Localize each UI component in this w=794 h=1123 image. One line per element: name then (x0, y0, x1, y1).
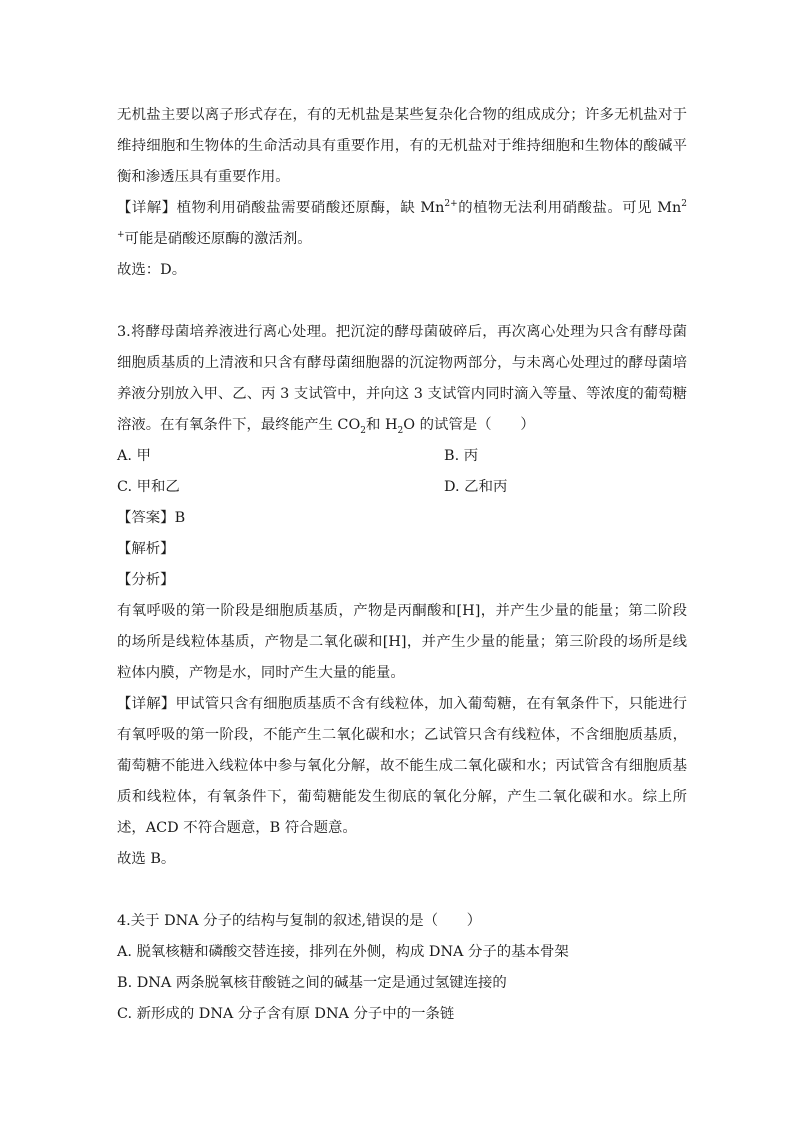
q3-detail-text: 甲试管只含有细胞质基质不含有线粒体，加入葡萄糖，在有氧条件下，只能进行有氧呼吸的第一阶段，不能产生二氧化碳和水；乙试管只含有线粒体，不含细胞质基质，葡萄糖不能进入线粒体中参与氧化分解，故不能生成二氧化碳和水；丙试管含有细胞质基质和线粒体，有氧条件下，葡萄糖能发生彻底的氧化分解，产生二氧化碳和水。综上所述，ACD 不符合题意，B 符合题意。 (117, 696, 687, 836)
q3-analysis-sub-label: 【分析】 (117, 572, 175, 588)
spacer (117, 286, 687, 317)
detail-label: 【详解】 (117, 200, 177, 216)
q3-analysis-label: 【解析】 (117, 541, 175, 557)
spacer (117, 875, 687, 906)
q3-stem-text-b: 和 H (365, 417, 398, 433)
q3-options-row-1 (117, 441, 687, 472)
q3-conclusion: 故选 B。 (117, 851, 176, 867)
q4-option-a: A. 脱氧核糖和磷酸交替连接，排列在外侧，构成 DNA 分子的基本骨架 (117, 944, 569, 960)
q3-options-row-2 (117, 472, 687, 503)
q3-option-a: A. 甲 (117, 448, 151, 464)
q3-stem (117, 317, 687, 441)
q4-stem: 4.关于 DNA 分子的结构与复制的叙述,错误的是（ ） (117, 913, 482, 929)
mn-charge-2: 2+ (117, 199, 687, 241)
prev-detail-paragraph (117, 193, 687, 255)
q3-answer: 【答案】B (117, 510, 186, 526)
document-page (117, 100, 687, 1030)
q3-detail-label: 【详解】 (117, 696, 176, 712)
inorganic-salt-intro: 无机盐主要以离子形式存在，有的无机盐是某些复杂化合物的组成成分；许多无机盐对于维持细胞和生物体的生命活动具有重要作用，有的无机盐对于维持细胞和生物体的酸碱平衡和渗透压具有重要作用。 (117, 107, 687, 185)
prev-conclusion: 故选：D。 (117, 262, 187, 278)
q3-option-c: C. 甲和乙 (117, 479, 180, 495)
q4-option-c: C. 新形成的 DNA 分子含有原 DNA 分子中的一条链 (117, 1006, 455, 1022)
q3-option-d: D. 乙和丙 (444, 479, 508, 495)
q3-analysis-text: 有氧呼吸的第一阶段是细胞质基质，产物是丙酮酸和[H]，并产生少量的能量；第二阶段的场所是线粒体基质，产物是二氧化碳和[H]，并产生少量的能量；第三阶段的场所是线粒体内膜，产物是水，同时产生大量的能量。 (117, 603, 687, 681)
detail-text-c: 可能是硝酸还原酶的激活剂。 (124, 231, 312, 247)
detail-text-a: 植物利用硝酸盐需要硝酸还原酶，缺 Mn (176, 200, 445, 216)
q3-option-b: B. 丙 (444, 448, 479, 464)
mn-charge-1: 2+ (444, 199, 458, 210)
q3-detail-paragraph (117, 689, 687, 844)
h2o-subscript: 2 (397, 425, 404, 436)
co2-subscript: 2 (360, 425, 366, 436)
q3-stem-text-c: O 的试管是（ ） (403, 417, 535, 433)
q3-stem-text-a: 3.将酵母菌培养液进行离心处理。把沉淀的酵母菌破碎后，再次离心处理为只含有酵母菌细胞质基质的上清液和只含有酵母菌细胞器的沉淀物两部分，与未离心处理过的酵母菌培养液分别放入甲、乙、丙 3 支试管中，并向这 3 支试管内同时滴入等量、等浓度的葡萄糖溶液。在有氧条件下，最终能产生 CO (117, 324, 687, 433)
detail-text-b: 的植物无法利用硝酸盐。可见 Mn (457, 200, 682, 216)
q4-option-b: B. DNA 两条脱氧核苷酸链之间的碱基一定是通过氢键连接的 (117, 975, 507, 991)
